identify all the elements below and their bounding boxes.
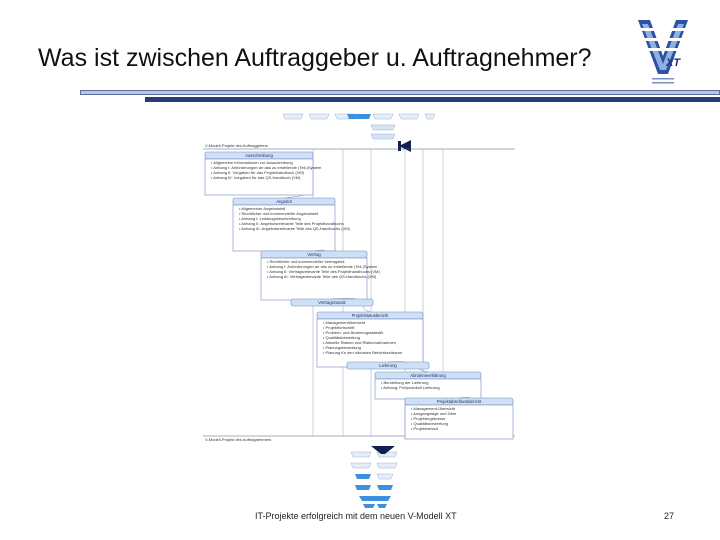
step-bullet: • Aktuelle Risiken und Risikomaßnahmen: [323, 340, 396, 345]
step-connector: [363, 306, 370, 312]
step-bullet: • Allgemeiner Angebotsteil: [239, 206, 286, 211]
step-bullet: • Anhang I: Anforderungen an das zu erstellende (Teil-)System: [211, 165, 322, 170]
step-bullet: • Rechtlicher und kommerzieller Vertragsteil: [267, 259, 345, 264]
step-bullet: • Beurteilung der Lieferung: [381, 380, 429, 385]
step-5: [317, 312, 423, 367]
step-8: [405, 398, 513, 439]
step-1: [205, 152, 322, 198]
footer-text: IT-Projekte erfolgreich mit dem neuen V-Modell XT: [255, 511, 457, 521]
step-bullet: • Qualitätsbewertung: [323, 335, 360, 340]
step-connector: [284, 195, 303, 198]
step-bullet: • Managementübersicht: [323, 320, 366, 325]
top-v-strip: [283, 114, 435, 152]
step-bullet: • Planung für den nächsten Berichtszeitraum: [323, 350, 402, 355]
step-7: [375, 372, 481, 399]
step-bullet: • Rechtlicher und kommerzieller Angebotsteil: [239, 211, 319, 216]
step-connector: [419, 369, 428, 372]
step-bullet: • Projektverlauf: [411, 426, 438, 431]
step-title: Projektabschlussbericht: [436, 399, 482, 404]
contract-flow-diagram: [195, 108, 525, 508]
step-bullet: • Anhang II: Vorgaben für das Projekthandbuch (VM): [211, 170, 305, 175]
step-bullet: • Anhang II: Vertragsrelevante Teile des Projekthandbuchs (VM): [267, 269, 380, 274]
step-bullet: • Qualitätsbewertung: [411, 421, 448, 426]
step-2: [233, 198, 351, 251]
step-title: Ausschreibung: [245, 153, 273, 158]
step-bullet: • Anhang III: Angebotsrelevante Teile des QS-Handbuchs (VM): [239, 226, 350, 231]
logo-v-shape: [638, 20, 688, 74]
client-project-label: V-Modell-Projekt des Auftraggebers: [205, 143, 268, 148]
step-3: [261, 251, 380, 300]
step-bullet: • Allgemeine Informationen zur Ausschreibung: [211, 160, 293, 165]
v-modell-logo: [636, 18, 690, 88]
step-bullet: • Projektergebnisse: [411, 416, 446, 421]
step-bullet: • Problem- und Änderungsstatistik: [323, 330, 384, 335]
step-title: Projektstatusbericht: [351, 313, 389, 318]
step-title: Lieferung: [379, 363, 397, 368]
bottom-v-strip: [351, 446, 397, 508]
step-title: Abnahmeerklärung: [410, 373, 446, 378]
step-bullet: • Anhang III: Vertragsrelevante Teile des QS-Handbuchs (VM): [267, 274, 377, 279]
step-bullet: • Anhang I: Leistungsbeschreibung: [239, 216, 301, 221]
step-bullet: • Management-Übersicht: [411, 406, 456, 411]
step-title: Angebot: [276, 199, 292, 204]
step-4: [291, 299, 373, 312]
step-bullet: • Anhang I: Anforderungen an das zu erstellende (Teil-)System: [267, 264, 378, 269]
contractor-project-label: V-Modell-Projekt des Auftragnehmers: [205, 437, 272, 442]
document-steps: [205, 152, 513, 439]
step-6: [347, 362, 429, 372]
step-bullet: • Projektfortschritt: [323, 325, 355, 330]
step-bullet: • Planungsbewertung: [323, 345, 361, 350]
header-rule-light: [80, 90, 720, 95]
page-number: 27: [664, 511, 675, 521]
step-bullet: • Anhang II: Angebotsrelevante Teile des Projekthandbuchs: [239, 221, 344, 226]
step-title: Vertragszusatz: [318, 300, 346, 305]
step-bullet: • Anhang III: Vorgaben für das QS-Handbuch (VM): [211, 175, 301, 180]
step-bullet: • Ausgangslage und Ziele: [411, 411, 457, 416]
step-title: Vertrag: [307, 252, 321, 257]
step-bullet: • Anhang: Prüfprotokoll Lieferung: [381, 385, 440, 390]
header-rule-dark: [145, 97, 720, 102]
slide-title: Was ist zwischen Auftraggeber u. Auftragnehmer?: [38, 44, 592, 72]
logo-xt-text: XT: [666, 57, 681, 69]
